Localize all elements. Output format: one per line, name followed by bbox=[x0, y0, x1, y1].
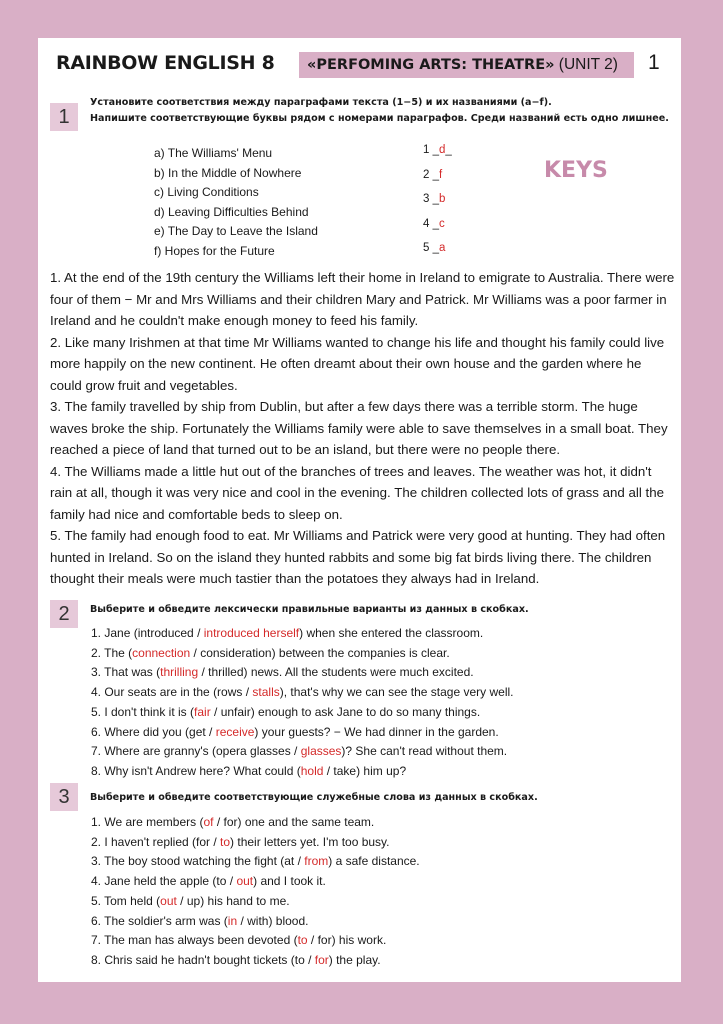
answer-item: 4 _c bbox=[423, 217, 445, 230]
header-title: RAINBOW ENGLISH 8 bbox=[56, 52, 275, 74]
sentence-item: 2. I haven't replied (for / to) their letters yet. I'm too busy. bbox=[91, 834, 390, 849]
title-item: e) The Day to Leave the Island bbox=[154, 224, 318, 239]
task-1-number: 1 bbox=[50, 103, 78, 131]
title-item: f) Hopes for the Future bbox=[154, 243, 275, 258]
title-item: d) Leaving Difficulties Behind bbox=[154, 204, 309, 219]
sentence-item: 7. Where are granny's (opera glasses / glasses)? She can't read without them. bbox=[91, 744, 508, 759]
title-item: c) Living Conditions bbox=[154, 185, 259, 200]
sentence-item: 8. Chris said he hadn't bought tickets (to / for) the play. bbox=[91, 952, 381, 967]
unit-title-box bbox=[299, 52, 634, 78]
answer-word: stalls bbox=[252, 685, 280, 700]
answer-word: of bbox=[203, 815, 214, 829]
task-1-instruction bbox=[90, 95, 669, 127]
paragraph: 1. At the end of the 19th century the Williams left their home in Ireland to emigrate to Australia. There were four of them − Mr and Mrs Williams and their children Mary and Patrick. Mr Williams was a poor farmer in Ireland and he couldn't make enough money to feed his family. bbox=[50, 270, 675, 328]
answer-word: hold bbox=[300, 763, 324, 778]
sentence-item: 4. Jane held the apple (to / out) and I took it. bbox=[91, 874, 326, 889]
sentence-item: 4. Our seats are in the (rows / stalls), that's why we can see the stage very well. bbox=[91, 685, 514, 700]
answer-word: in bbox=[227, 913, 238, 928]
task-1-instruction-line-1: Установите соответствия между параграфами текста (1−5) и их названиями (a−f). bbox=[90, 97, 552, 108]
reading-text bbox=[50, 267, 675, 590]
keys-label: KEYS bbox=[544, 158, 608, 183]
task-3-instruction: Выберите и обведите соответствующие служебные слова из данных в скобках. bbox=[90, 792, 538, 803]
sentence-item: 1. We are members (of / for) one and the same team. bbox=[91, 815, 375, 829]
title-item: a) The Williams' Menu bbox=[154, 146, 273, 160]
answer-item: 2 _f bbox=[423, 168, 443, 181]
answer-word: fair bbox=[194, 704, 211, 719]
answer-word: thrilling bbox=[160, 665, 199, 680]
answer-item: 1 _d_ bbox=[423, 144, 452, 156]
sentence-item: 8. Why isn't Andrew here? What could (hold / take) him up? bbox=[91, 763, 407, 778]
sentence-item: 2. The (connection / consideration) between the companies is clear. bbox=[91, 645, 450, 660]
sentence-item: 3. That was (thrilling / thrilled) news. All the students were much excited. bbox=[91, 665, 474, 680]
unit-title: «PERFOMING ARTS: THEATRE» bbox=[307, 57, 555, 73]
task-3-sentences bbox=[91, 813, 420, 971]
worksheet-page bbox=[38, 38, 681, 982]
answer-letter: f bbox=[439, 168, 443, 181]
title-item: b) In the Middle of Nowhere bbox=[154, 165, 302, 180]
paragraph: 5. The family had enough food to eat. Mr Williams and Patrick were very good at hunting. They had often hunted in Ireland. So on the island they hunted rabbits and some big fat birds living there. The children thought their meals were much tastier than the potatoes they always had in Ireland. bbox=[50, 528, 666, 586]
answer-word: out bbox=[160, 893, 177, 908]
answer-word: from bbox=[304, 854, 329, 869]
answer-word: out bbox=[236, 874, 254, 889]
sentence-item: 6. Where did you (get / receive) your guests? − We had dinner in the garden. bbox=[91, 724, 499, 739]
task-3-number: 3 bbox=[50, 783, 78, 811]
answer-item: 5 _a bbox=[423, 242, 446, 254]
task-2-sentences bbox=[91, 624, 513, 782]
answer-word: connection bbox=[132, 645, 191, 660]
paragraph: 2. Like many Irishmen at that time Mr Williams wanted to change his life and thought his family could live more happily on the new continent. He often dreamt about their own house and the garden where he could grow fruit and vegetables. bbox=[50, 334, 665, 393]
answer-word: for bbox=[314, 952, 329, 967]
sentence-item: 1. Jane (introduced / introduced herself) when she entered the classroom. bbox=[91, 626, 484, 640]
page-number: 1 bbox=[648, 51, 660, 74]
answer-word: receive bbox=[215, 724, 255, 739]
sentence-item: 5. I don't think it is (fair / unfair) enough to ask Jane to do so many things. bbox=[91, 704, 481, 719]
answer-letter: b bbox=[439, 193, 446, 205]
task-2-number: 2 bbox=[50, 600, 78, 628]
answer-word: introduced herself bbox=[203, 626, 300, 640]
answer-letter: c bbox=[439, 217, 445, 230]
sentence-item: 3. The boy stood watching the fight (at / from) a safe distance. bbox=[91, 854, 420, 869]
answer-key-list bbox=[423, 144, 452, 267]
sentence-item: 6. The soldier's arm was (in / with) blood. bbox=[91, 913, 309, 928]
answer-word: to bbox=[297, 933, 308, 948]
task-1-instruction-line-2: Напишите соответствующие буквы рядом с номерами параграфов. Среди названий есть одно лишнее. bbox=[90, 113, 669, 124]
paragraph-titles-list bbox=[154, 144, 318, 262]
unit-label: (UNIT 2) bbox=[558, 56, 618, 73]
sentence-item: 5. Tom held (out / up) his hand to me. bbox=[91, 893, 290, 908]
answer-letter: d bbox=[439, 144, 446, 156]
answer-word: glasses bbox=[300, 744, 342, 759]
answer-word: to bbox=[220, 834, 231, 849]
sentence-item: 7. The man has always been devoted (to / for) his work. bbox=[91, 933, 387, 948]
paragraph: 3. The family travelled by ship from Dublin, but after a few days there was a terrible storm. The huge waves broke the ship. Fortunately the Williams family were able to save themselves in a small boat. They reached a piece of land that turned out to be an island, but there were no people there. bbox=[50, 399, 668, 457]
task-2-instruction: Выберите и обведите лексически правильные варианты из данных в скобках. bbox=[90, 604, 529, 615]
answer-letter: a bbox=[439, 242, 446, 254]
paragraph: 4. The Williams made a little hut out of the branches of trees and leaves. The weather was hot, it didn't rain at all, though it was very nice and cool in the evening. The children collected lots of grass and all the family had nice and comfortable beds to sleep on. bbox=[50, 463, 664, 522]
answer-item: 3 _b bbox=[423, 193, 446, 205]
